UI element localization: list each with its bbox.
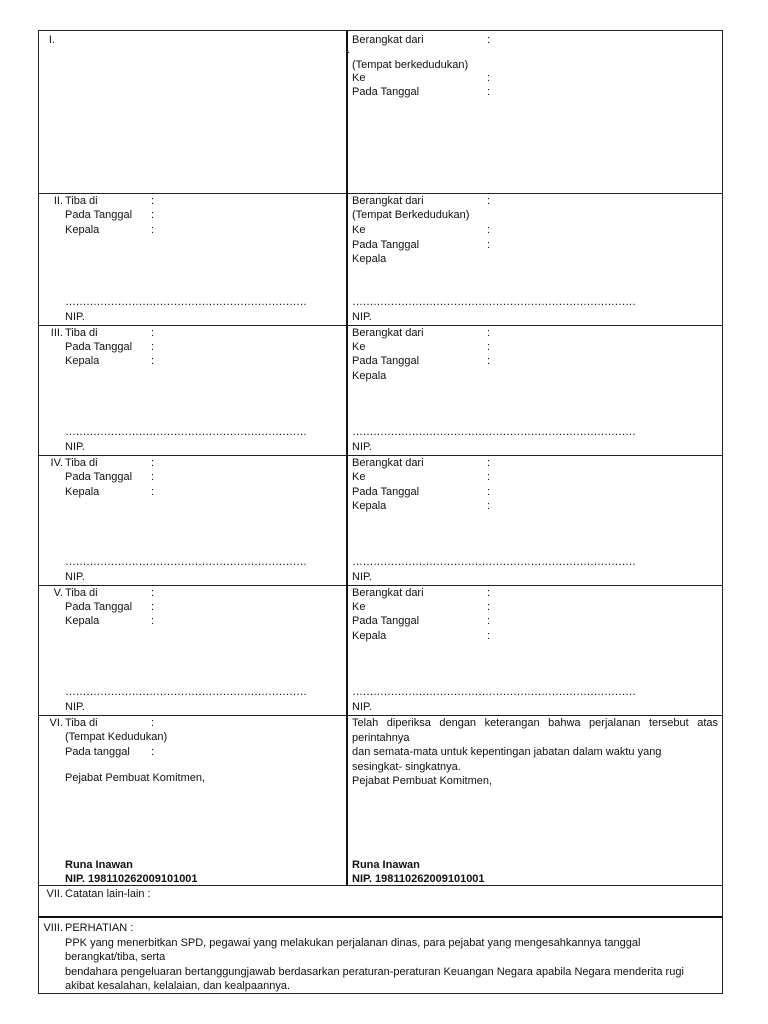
nip-label: NIP.: [65, 441, 85, 453]
nip-label: NIP.: [65, 701, 85, 713]
kepala-label: Kepala: [65, 355, 100, 367]
tiba-di-label: Tiba di: [65, 587, 98, 599]
signature-line: ………………………………………………………………………: [352, 426, 636, 438]
official-name: Runa Inawan: [352, 859, 420, 871]
column-divider: [346, 326, 348, 455]
perhatian-line: bendahara pengeluaran bertanggungjawab berdasarkan peraturan-peraturan Keuangan Negara apabila Negara menderita rugi: [65, 965, 684, 978]
column-divider: [346, 716, 348, 885]
colon: :: [487, 341, 491, 353]
verification-line: dan semata-mata untuk kepentingan jabatan dalam waktu yang: [352, 746, 662, 758]
colon: :: [151, 457, 155, 469]
perhatian-line: berangkat/tiba, serta: [65, 951, 166, 963]
signature-line: ………………………………………………………………………: [352, 686, 636, 698]
colon: :: [487, 355, 491, 367]
colon: :: [151, 471, 155, 483]
tiba-di-label: Tiba di: [65, 717, 98, 729]
nip-label: NIP.: [352, 571, 372, 583]
tempat-berkedudukan-label: (Tempat Berkedudukan): [352, 209, 470, 221]
colon: :: [487, 500, 491, 512]
nip-label: NIP.: [352, 701, 372, 713]
catatan-label: Catatan lain-lain :: [65, 888, 151, 900]
berangkat-dari-label: Berangkat dari: [352, 34, 424, 46]
section-vi-number: VI.: [49, 717, 63, 729]
pada-tanggal-label: Pada Tanggal: [65, 471, 133, 483]
official-name: Runa Inawan: [65, 859, 133, 871]
tempat-berkedudukan-label: (Tempat berkedudukan): [352, 59, 469, 71]
perhatian-notes: [65, 921, 717, 994]
ke-label: Ke: [352, 471, 366, 483]
signature-line: ……………………………………………………………: [65, 426, 307, 438]
nip-label: NIP.: [352, 311, 372, 323]
colon: :: [487, 471, 491, 483]
section-iv-number: IV.: [50, 457, 63, 469]
colon: :: [151, 327, 155, 339]
tiba-di-label: Tiba di: [65, 457, 98, 469]
signature-line: ………………………………………………………………………: [352, 556, 636, 568]
colon: :: [151, 224, 155, 236]
ke-label: Ke: [352, 72, 366, 84]
pada-tanggal-label: Pada tanggal: [65, 746, 130, 758]
signature-line: ……………………………………………………………: [65, 686, 307, 698]
spd-back-form: [38, 30, 723, 994]
kepala-label: Kepala: [352, 370, 387, 382]
pada-tanggal-label: Pada Tanggal: [352, 86, 420, 98]
ke-label: Ke: [352, 224, 366, 236]
berangkat-dari-label: Berangkat dari: [352, 587, 424, 599]
colon: :: [487, 224, 491, 236]
ke-label: Ke: [352, 341, 366, 353]
column-divider: [346, 586, 348, 715]
colon: :: [487, 34, 491, 46]
section-vii: [38, 886, 723, 918]
section-i-number: I.: [48, 34, 55, 46]
colon: :: [151, 746, 155, 758]
tiba-di-label: Tiba di: [65, 327, 98, 339]
column-divider: [346, 194, 348, 325]
section-iv: [38, 456, 723, 586]
pada-tanggal-label: Pada Tanggal: [65, 341, 133, 353]
kepala-label: Kepala: [65, 615, 100, 627]
signature-line: ……………………………………………………………: [65, 296, 307, 308]
verification-line: Telah diperiksa dengan keterangan bahwa perjalanan tersebut atas: [352, 717, 718, 729]
section-iii: [38, 326, 723, 456]
perhatian-line: PPK yang menerbitkan SPD, pegawai yang melakukan perjalanan dinas, para pejabat yang mengesahkannya tanggal: [65, 936, 641, 949]
colon: :: [151, 355, 155, 367]
section-viii: [38, 918, 723, 994]
perhatian-title: PERHATIAN :: [65, 922, 134, 934]
berangkat-dari-label: Berangkat dari: [352, 327, 424, 339]
colon: :: [487, 457, 491, 469]
kepala-label: Kepala: [352, 630, 387, 642]
signature-line: ……………………………………………………………: [65, 556, 307, 568]
colon: :: [487, 72, 491, 84]
colon: :: [151, 195, 155, 207]
colon: :: [487, 630, 491, 642]
verification-statement: [352, 716, 718, 789]
colon: :: [151, 615, 155, 627]
kepala-label: Kepala: [352, 500, 387, 512]
colon: :: [151, 601, 155, 613]
berangkat-dari-label: Berangkat dari: [352, 457, 424, 469]
pada-tanggal-label: Pada Tanggal: [65, 209, 133, 221]
section-viii-number: VIII.: [43, 922, 63, 934]
verification-line: perintahnya: [352, 731, 410, 744]
section-i: [38, 30, 723, 194]
kepala-label: Kepala: [352, 253, 387, 265]
colon: :: [487, 587, 491, 599]
colon: :: [487, 327, 491, 339]
pada-tanggal-label: Pada Tanggal: [352, 486, 420, 498]
tempat-kedudukan-label: (Tempat Kedudukan): [65, 731, 168, 743]
pada-tanggal-label: Pada Tanggal: [352, 239, 420, 251]
pada-tanggal-label: Pada Tanggal: [65, 601, 133, 613]
official-nip: NIP. 198110262009101001: [352, 873, 485, 885]
section-v: [38, 586, 723, 716]
colon: :: [487, 239, 491, 251]
official-nip: NIP. 198110262009101001: [65, 873, 198, 885]
pada-tanggal-label: Pada Tanggal: [352, 615, 420, 627]
section-vi: [38, 716, 723, 886]
nip-label: NIP.: [65, 571, 85, 583]
colon: :: [487, 86, 491, 98]
column-divider: [346, 456, 348, 585]
perhatian-line: akibat kesalahan, kelalaian, dan kealpaannya.: [65, 980, 291, 992]
pejabat-title: Pejabat Pembuat Komitmen,: [65, 772, 206, 784]
section-iii-number: III.: [50, 327, 63, 339]
section-i-mark: ¦: [345, 34, 348, 46]
section-vii-number: VII.: [46, 888, 63, 900]
section-i-dot: .: [347, 44, 351, 56]
colon: :: [151, 209, 155, 221]
signature-line: ………………………………………………………………………: [352, 296, 636, 308]
pejabat-title: Pejabat Pembuat Komitmen,: [352, 775, 493, 787]
colon: :: [151, 587, 155, 599]
colon: :: [487, 615, 491, 627]
colon: :: [487, 195, 491, 207]
section-ii-number: II.: [53, 195, 63, 207]
colon: :: [151, 486, 155, 498]
colon: :: [151, 341, 155, 353]
kepala-label: Kepala: [65, 224, 100, 236]
colon: :: [151, 717, 155, 729]
verification-line: sesingkat- singkatnya.: [352, 760, 461, 773]
kepala-label: Kepala: [65, 486, 100, 498]
tiba-di-label: Tiba di: [65, 195, 98, 207]
section-v-number: V.: [53, 587, 63, 599]
nip-label: NIP.: [65, 311, 85, 323]
colon: :: [487, 486, 491, 498]
ke-label: Ke: [352, 601, 366, 613]
nip-label: NIP.: [352, 441, 372, 453]
colon: :: [487, 601, 491, 613]
berangkat-dari-label: Berangkat dari: [352, 195, 424, 207]
section-ii: [38, 194, 723, 326]
pada-tanggal-label: Pada Tanggal: [352, 355, 420, 367]
